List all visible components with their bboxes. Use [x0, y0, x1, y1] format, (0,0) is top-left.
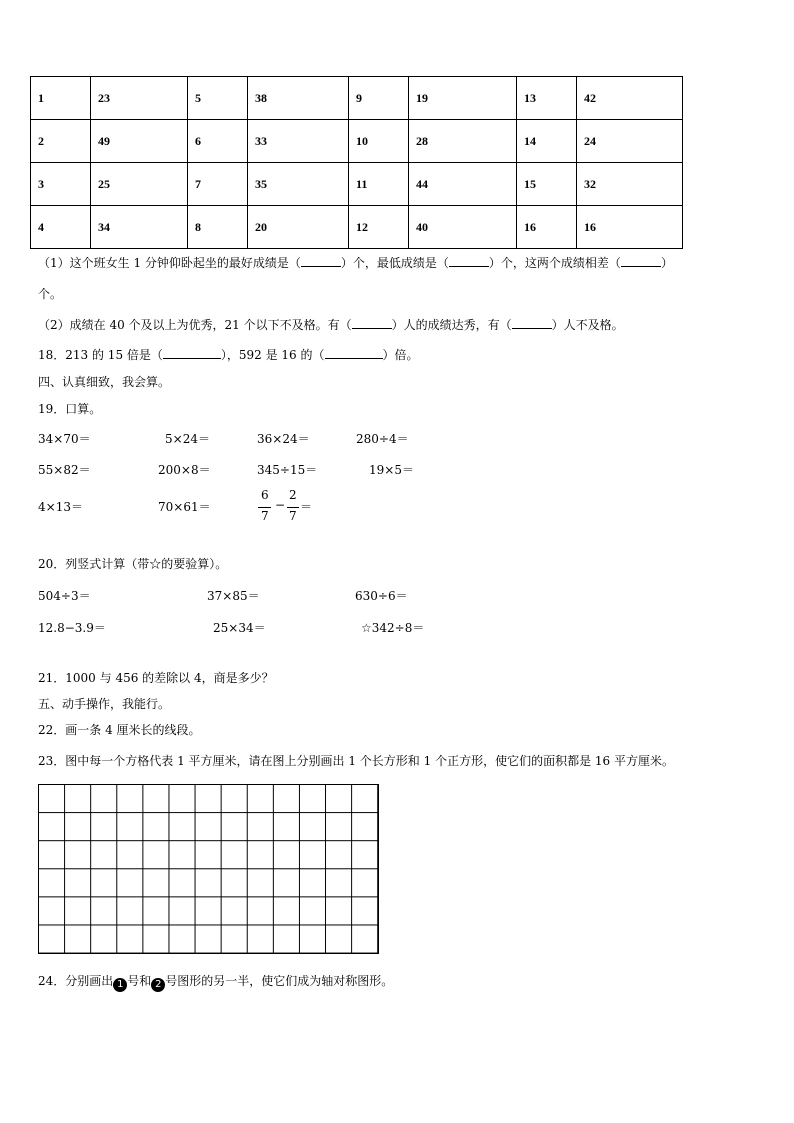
student-number-cell: 13 [517, 77, 577, 120]
q24-text-a: 24．分别画出 [38, 974, 114, 988]
student-number-cell: 2 [31, 120, 91, 163]
vertical-calc-item: 12.8−3.9＝ [38, 621, 106, 635]
q17-1-text-c: ）个，这两个成绩相差（ [488, 256, 621, 270]
q18-text-b: ），592 是 16 的（ [220, 348, 325, 362]
student-number-cell: 5 [188, 77, 248, 120]
score-table [30, 76, 683, 249]
q24-text-b: 号和 [127, 974, 152, 988]
vertical-calc-item: 25×34＝ [213, 621, 266, 635]
student-number-cell: 15 [517, 163, 577, 206]
q17-2-text-b: ）人的成绩达秀，有（ [391, 318, 512, 332]
fraction-denominator: 7 [289, 509, 297, 523]
score-cell: 25 [91, 163, 188, 206]
student-number-cell: 6 [188, 120, 248, 163]
fraction-numerator: 6 [261, 488, 269, 502]
fraction-numerator: 2 [289, 488, 297, 502]
student-number-cell: 16 [517, 206, 577, 249]
vertical-calc-item: 37×85＝ [207, 589, 260, 603]
answer-blank[interactable] [301, 266, 341, 267]
student-number-cell: 12 [349, 206, 409, 249]
question-19-title: 19．口算。 [38, 402, 102, 416]
question-21: 21．1000 与 456 的差除以 4，商是多少？ [38, 671, 274, 685]
score-cell: 49 [91, 120, 188, 163]
section-5-heading: 五、动手操作，我能行。 [38, 697, 171, 711]
minus-sign: − [275, 498, 286, 512]
table-row [31, 206, 683, 249]
student-number-cell: 11 [349, 163, 409, 206]
question-18 [38, 346, 419, 363]
calc-item: 5×24＝ [165, 432, 210, 446]
calc-item: 4×13＝ [38, 500, 83, 514]
calc-item: 55×82＝ [38, 463, 91, 477]
section-4-heading: 四、认真细致，我会算。 [38, 375, 171, 389]
answer-blank[interactable] [621, 266, 661, 267]
equals-sign: ＝ [300, 500, 313, 514]
q17-1-text-b: ）个，最低成绩是（ [340, 256, 449, 270]
student-number-cell: 10 [349, 120, 409, 163]
q17-part1-line1 [38, 254, 673, 271]
table-row [31, 77, 683, 120]
q17-1-text-d: ） [660, 256, 673, 270]
q17-part2 [38, 316, 624, 333]
student-number-cell: 1 [31, 77, 91, 120]
score-cell: 16 [577, 206, 683, 249]
q24-text-c: 号图形的另一半，使它们成为轴对称图形。 [165, 974, 394, 988]
fraction-denominator: 7 [261, 509, 269, 523]
score-cell: 44 [409, 163, 517, 206]
fraction-bar [287, 507, 299, 508]
q18-text-c: ）倍。 [382, 348, 419, 362]
score-cell: 35 [248, 163, 349, 206]
fraction-bar [258, 507, 271, 508]
fraction-expression [258, 488, 318, 528]
circled-number-2: 2 [151, 978, 165, 992]
question-22: 22．画一条 4 厘米长的线段。 [38, 723, 201, 737]
score-cell: 40 [409, 206, 517, 249]
calc-item: 345÷15＝ [257, 463, 318, 477]
answer-blank[interactable] [352, 328, 392, 329]
score-cell: 19 [409, 77, 517, 120]
question-23: 23．图中每一个方格代表 1 平方厘米，请在图上分别画出 1 个长方形和 1 个正方形，使它们的面积都是 16 平方厘米。 [38, 754, 674, 768]
score-cell: 24 [577, 120, 683, 163]
score-cell: 33 [248, 120, 349, 163]
vertical-calc-item: 630÷6＝ [355, 589, 408, 603]
table-row [31, 120, 683, 163]
question-20-title: 20．列竖式计算（带☆的要验算）。 [38, 557, 228, 571]
answer-blank[interactable] [325, 358, 383, 359]
question-24 [38, 972, 393, 992]
calc-item: 19×5＝ [369, 463, 414, 477]
q17-1-text-e: 个。 [38, 287, 63, 301]
score-cell: 32 [577, 163, 683, 206]
answer-blank[interactable] [449, 266, 489, 267]
calc-item: 70×61＝ [158, 500, 211, 514]
square-grid[interactable] [38, 784, 379, 954]
answer-blank[interactable] [163, 358, 221, 359]
student-number-cell: 4 [31, 206, 91, 249]
answer-blank[interactable] [512, 328, 552, 329]
q18-text-a: 18．213 的 15 倍是（ [38, 348, 163, 362]
q17-2-text-c: ）人不及格。 [551, 318, 624, 332]
score-cell: 23 [91, 77, 188, 120]
student-number-cell: 7 [188, 163, 248, 206]
calc-item: 200×8＝ [158, 463, 211, 477]
calc-item: 34×70＝ [38, 432, 91, 446]
student-number-cell: 9 [349, 77, 409, 120]
score-cell: 20 [248, 206, 349, 249]
q17-1-text-a: （1）这个班女生 1 分钟仰卧起坐的最好成绩是（ [38, 256, 301, 270]
score-cell: 28 [409, 120, 517, 163]
score-cell: 38 [248, 77, 349, 120]
calc-item: 36×24＝ [257, 432, 310, 446]
calc-item: 280÷4＝ [356, 432, 409, 446]
score-cell: 34 [91, 206, 188, 249]
vertical-calc-item: 504÷3＝ [38, 589, 91, 603]
table-row [31, 163, 683, 206]
student-number-cell: 3 [31, 163, 91, 206]
student-number-cell: 8 [188, 206, 248, 249]
student-number-cell: 14 [517, 120, 577, 163]
circled-number-1: 1 [113, 978, 127, 992]
vertical-calc-item: ☆342÷8＝ [361, 621, 425, 635]
q17-2-text-a: （2）成绩在 40 个及以上为优秀，21 个以下不及格。有（ [38, 318, 352, 332]
score-cell: 42 [577, 77, 683, 120]
